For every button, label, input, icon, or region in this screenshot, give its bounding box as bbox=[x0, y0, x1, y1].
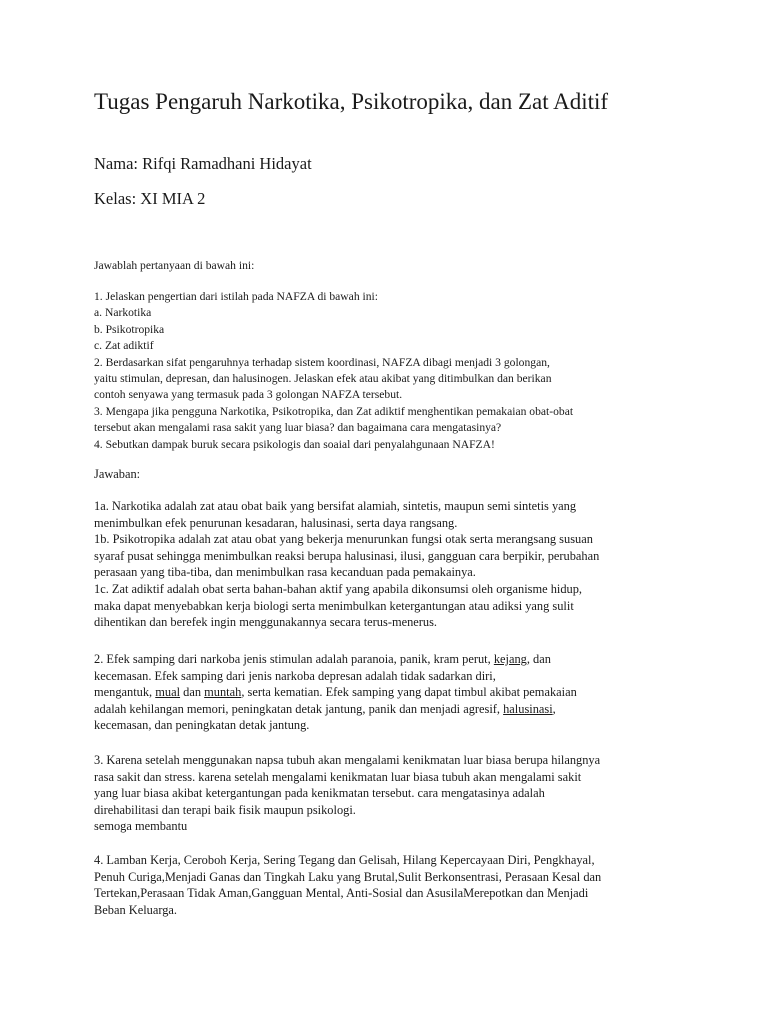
answer-line bbox=[94, 701, 684, 718]
answer-line: yang luar biasa akibat ketergantungan pada kenikmatan tersebut. cara mengatasinya adalah bbox=[94, 786, 545, 801]
intro-text: Jawablah pertanyaan di bawah ini: bbox=[94, 259, 255, 272]
answer-line: Beban Keluarga. bbox=[94, 902, 178, 917]
answer-line: Tertekan,Perasaan Tidak Aman,Gangguan Mental, Anti-Sosial dan AsusilaMerepotkan dan Menjadi bbox=[94, 886, 589, 901]
question-line: c. Zat adiktif bbox=[94, 339, 154, 353]
answer-line: 1b. Psikotropika adalah zat atau obat yang bekerja menurunkan fungsi otak serta merangsang susuan bbox=[94, 532, 593, 547]
document-title: Tugas Pengaruh Narkotika, Psikotropika, dan Zat Aditif bbox=[94, 89, 609, 114]
answer-line: kecemasan, dan peningkatan detak jantung. bbox=[94, 718, 310, 733]
answer-3 bbox=[94, 752, 684, 835]
answer-1 bbox=[94, 498, 684, 631]
answer-line: 1a. Narkotika adalah zat atau obat baik yang bersifat alamiah, sintetis, maupun semi sintetis yang bbox=[94, 499, 577, 513]
answers-label bbox=[94, 466, 684, 483]
question-line: 1. Jelaskan pengertian dari istilah pada NAFZA di bawah ini: bbox=[94, 290, 378, 303]
underlined-term-mual: mual bbox=[155, 685, 181, 700]
answer-line bbox=[94, 684, 684, 701]
answer-text: , bbox=[552, 701, 556, 716]
answer-text: , serta kematian. Efek samping yang dapat timbul akibat pemakaian bbox=[241, 685, 577, 700]
answer-line: perasaan yang tiba-tiba, dan menimbulkan rasa kecanduan pada pemakainya. bbox=[94, 565, 476, 580]
answer-line: 1c. Zat adiktif adalah obat serta bahan-bahan aktif yang apabila dikonsumsi oleh organisme hidup, bbox=[94, 581, 583, 596]
question-line: b. Psikotropika bbox=[94, 322, 165, 336]
answer-line: dihentikan dan berefek ingin menggunakannya secara terus-menerus. bbox=[94, 615, 438, 630]
answer-line: 4. Lamban Kerja, Ceroboh Kerja, Sering Tegang dan Gelisah, Hilang Kepercayaan Diri, Pengkhayal, bbox=[94, 853, 595, 867]
student-name: Nama: Rifqi Ramadhani Hidayat bbox=[94, 154, 312, 173]
answers-label-text: Jawaban: bbox=[94, 467, 141, 481]
underlined-term-halusinasi: halusinasi bbox=[503, 701, 553, 716]
answer-line: kecemasan. Efek samping dari jenis narkoba depresan adalah tidak sadarkan diri, bbox=[94, 668, 496, 683]
question-line: contoh senyawa yang termasuk pada 3 golongan NAFZA tersebut. bbox=[94, 388, 403, 402]
question-line: 4. Sebutkan dampak buruk secara psikologis dan soaial dari penyalahgunaan NAFZA! bbox=[94, 437, 495, 451]
answer-text: adalah kehilangan memori, peningkatan detak jantung, panik dan menjadi agresif, bbox=[94, 701, 504, 716]
answer-line: maka dapat menyebabkan kerja biologi serta menimbulkan ketergantungan atau adiksi yang sulit bbox=[94, 598, 574, 613]
question-line: yaitu stimulan, depresan, dan halusinogen. Jelaskan efek atau akibat yang ditimbulkan dan berikan bbox=[94, 372, 552, 386]
question-line: 3. Mengapa jika pengguna Narkotika, Psikotropika, dan Zat adiktif menghentikan pemakaian obat-obat bbox=[94, 404, 574, 418]
answer-line: Penuh Curiga,Menjadi Ganas dan Tingkah Laku yang Brutal,Sulit Berkonsentrasi, Perasaan Kesal dan bbox=[94, 869, 602, 884]
answer-text: dan bbox=[180, 685, 205, 700]
underlined-term-kejang: kejang bbox=[493, 652, 527, 666]
underlined-term-muntah: muntah bbox=[204, 685, 242, 700]
answer-2 bbox=[94, 651, 684, 734]
question-line: tersebut akan mengalami rasa sakit yang luar biasa? dan bagaimana cara mengatasinya? bbox=[94, 421, 502, 435]
questions-list bbox=[94, 289, 684, 453]
answer-line: semoga membantu bbox=[94, 819, 188, 834]
question-line: a. Narkotika bbox=[94, 306, 152, 320]
answer-text: 2. Efek samping dari narkoba jenis stimulan adalah paranoia, panik, kram perut, bbox=[94, 652, 494, 666]
answer-line: syaraf pusat sehingga menimbulkan reaksi berupa halusinasi, ilusi, gangguan cara berpikir, perubahan bbox=[94, 548, 600, 563]
answer-line bbox=[94, 651, 684, 668]
answer-text: mengantuk, bbox=[94, 685, 156, 700]
answer-text: , dan bbox=[526, 652, 551, 666]
student-class: Kelas: XI MIA 2 bbox=[94, 189, 206, 208]
answer-line: rasa sakit dan stress. karena setelah mengalami kenikmatan luar biasa tubuh akan mengalami sakit bbox=[94, 769, 582, 784]
answer-4 bbox=[94, 852, 684, 918]
answer-line: 3. Karena setelah menggunakan napsa tubuh akan mengalami kenikmatan luar biasa berupa hilangnya bbox=[94, 753, 601, 767]
answer-line: direhabilitasi dan terapi baik fisik maupun psikologi. bbox=[94, 802, 356, 817]
questions-intro bbox=[94, 258, 684, 274]
question-line: 2. Berdasarkan sifat pengaruhnya terhadap sistem koordinasi, NAFZA dibagi menjadi 3 golongan, bbox=[94, 355, 550, 369]
answer-line: menimbulkan efek penurunan kesadaran, halusinasi, serta daya rangsang. bbox=[94, 515, 458, 530]
